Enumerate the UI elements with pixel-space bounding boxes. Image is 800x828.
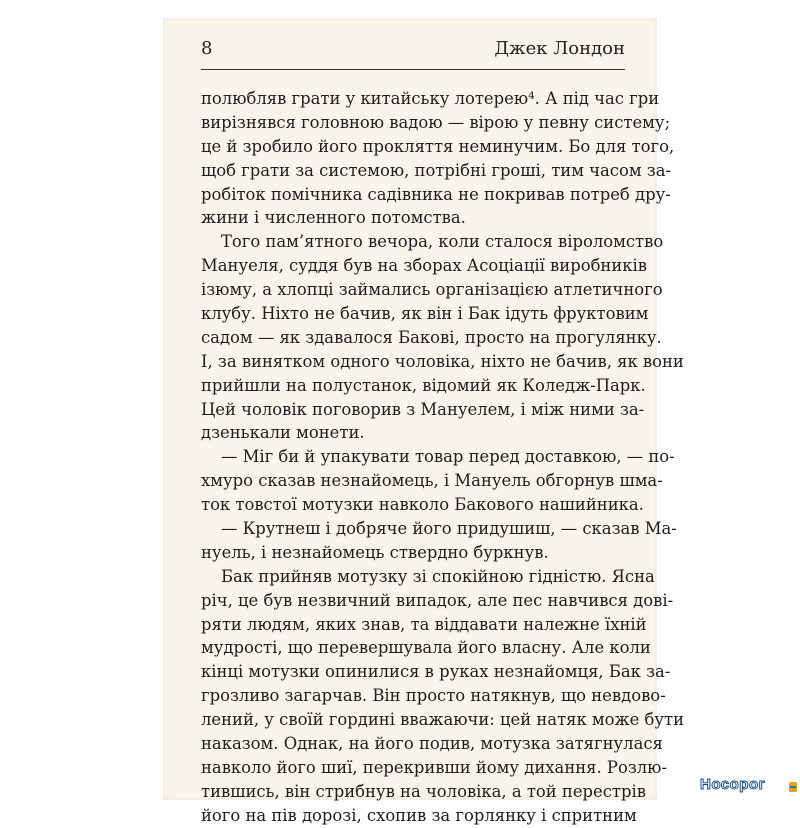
- rhino-logo-icon: [788, 780, 798, 794]
- running-head-author: Джек Лондон: [494, 38, 625, 59]
- text-line: це й зробило його прокляття неминучим. Бо для того,: [201, 136, 675, 156]
- text-line: — Крутнеш і добряче його придушиш, — сказав Ма-: [221, 519, 677, 539]
- text-line: лений, у своїй гордині вважаючи: цей натяк може бути: [201, 710, 685, 730]
- text-line: ряти людям, яких знав, та віддавати належне їхній: [201, 614, 647, 634]
- body-text: [201, 87, 685, 828]
- page-number: 8: [201, 38, 213, 59]
- header-rule: [201, 69, 625, 70]
- text-line: Мануеля, суддя був на зборах Асоціації виробників: [201, 256, 647, 276]
- text-line: І, за винятком одного чоловіка, ніхто не бачив, як вони: [201, 351, 684, 371]
- text-line: наказом. Однак, на його подив, мотузка затягнулася: [201, 734, 663, 754]
- text-line: навколо його шиї, перекривши йому дихання. Розлю-: [201, 757, 667, 777]
- text-line: дзенькали монети.: [201, 423, 365, 443]
- text-line: нуель, і незнайомець ствердно буркнув.: [201, 542, 549, 562]
- text-line: полюбляв грати у китайську лотерею⁴. А під час гри: [201, 89, 660, 108]
- text-line: тившись, він стрибнув на чоловіка, а той перестрів: [201, 781, 646, 801]
- text-line: прийшли на полустанок, відомий як Коледж-Парк.: [201, 375, 646, 395]
- text-line: річ, це був незвичний випадок, але пес навчився дові-: [201, 590, 674, 610]
- text-line: клубу. Ніхто не бачив, як він і Бак ідуть фруктовим: [201, 304, 649, 324]
- text-line: робіток помічника садівника не покривав потреб дру-: [201, 184, 671, 204]
- text-line: ток товстої мотузки навколо Бакового нашийника.: [201, 495, 644, 515]
- text-line: садом — як здавалося Бакові, просто на прогулянку.: [201, 327, 662, 347]
- text-line: мудрості, що перевершувала його власну. Але коли: [201, 638, 651, 658]
- book-page: [163, 18, 685, 825]
- page-header: [201, 38, 625, 60]
- text-line: хмуро сказав незнайомець, і Мануель обгорнув шма-: [201, 471, 663, 491]
- text-line: щоб грати за системою, потрібні гроші, тим часом за-: [201, 160, 672, 180]
- text-line: Бак прийняв мотузку зі спокійною гідністю. Ясна: [221, 566, 655, 586]
- text-line: його на пів дорозі, схопив за горлянку і спритним: [201, 805, 637, 825]
- text-line: ізюму, а хлопці займались організацією атлетичного: [201, 280, 663, 300]
- watermark-logo: Носорог: [700, 776, 766, 793]
- text-line: грозливо загарчав. Він просто натякнув, що невдово-: [201, 686, 666, 706]
- text-line: вирізнявся головною вадою — вірою у певну систему;: [201, 112, 671, 132]
- text-line: Цей чоловік поговорив з Мануелем, і між ними за-: [201, 399, 645, 419]
- text-line: Того пам’ятного вечора, коли сталося віроломство: [221, 232, 664, 252]
- text-line: — Міг би й упакувати товар перед доставкою, — по-: [221, 447, 675, 467]
- text-line: кінці мотузки опинилися в руках незнайомця, Бак за-: [201, 662, 671, 682]
- text-line: жини і численного потомства.: [201, 208, 466, 228]
